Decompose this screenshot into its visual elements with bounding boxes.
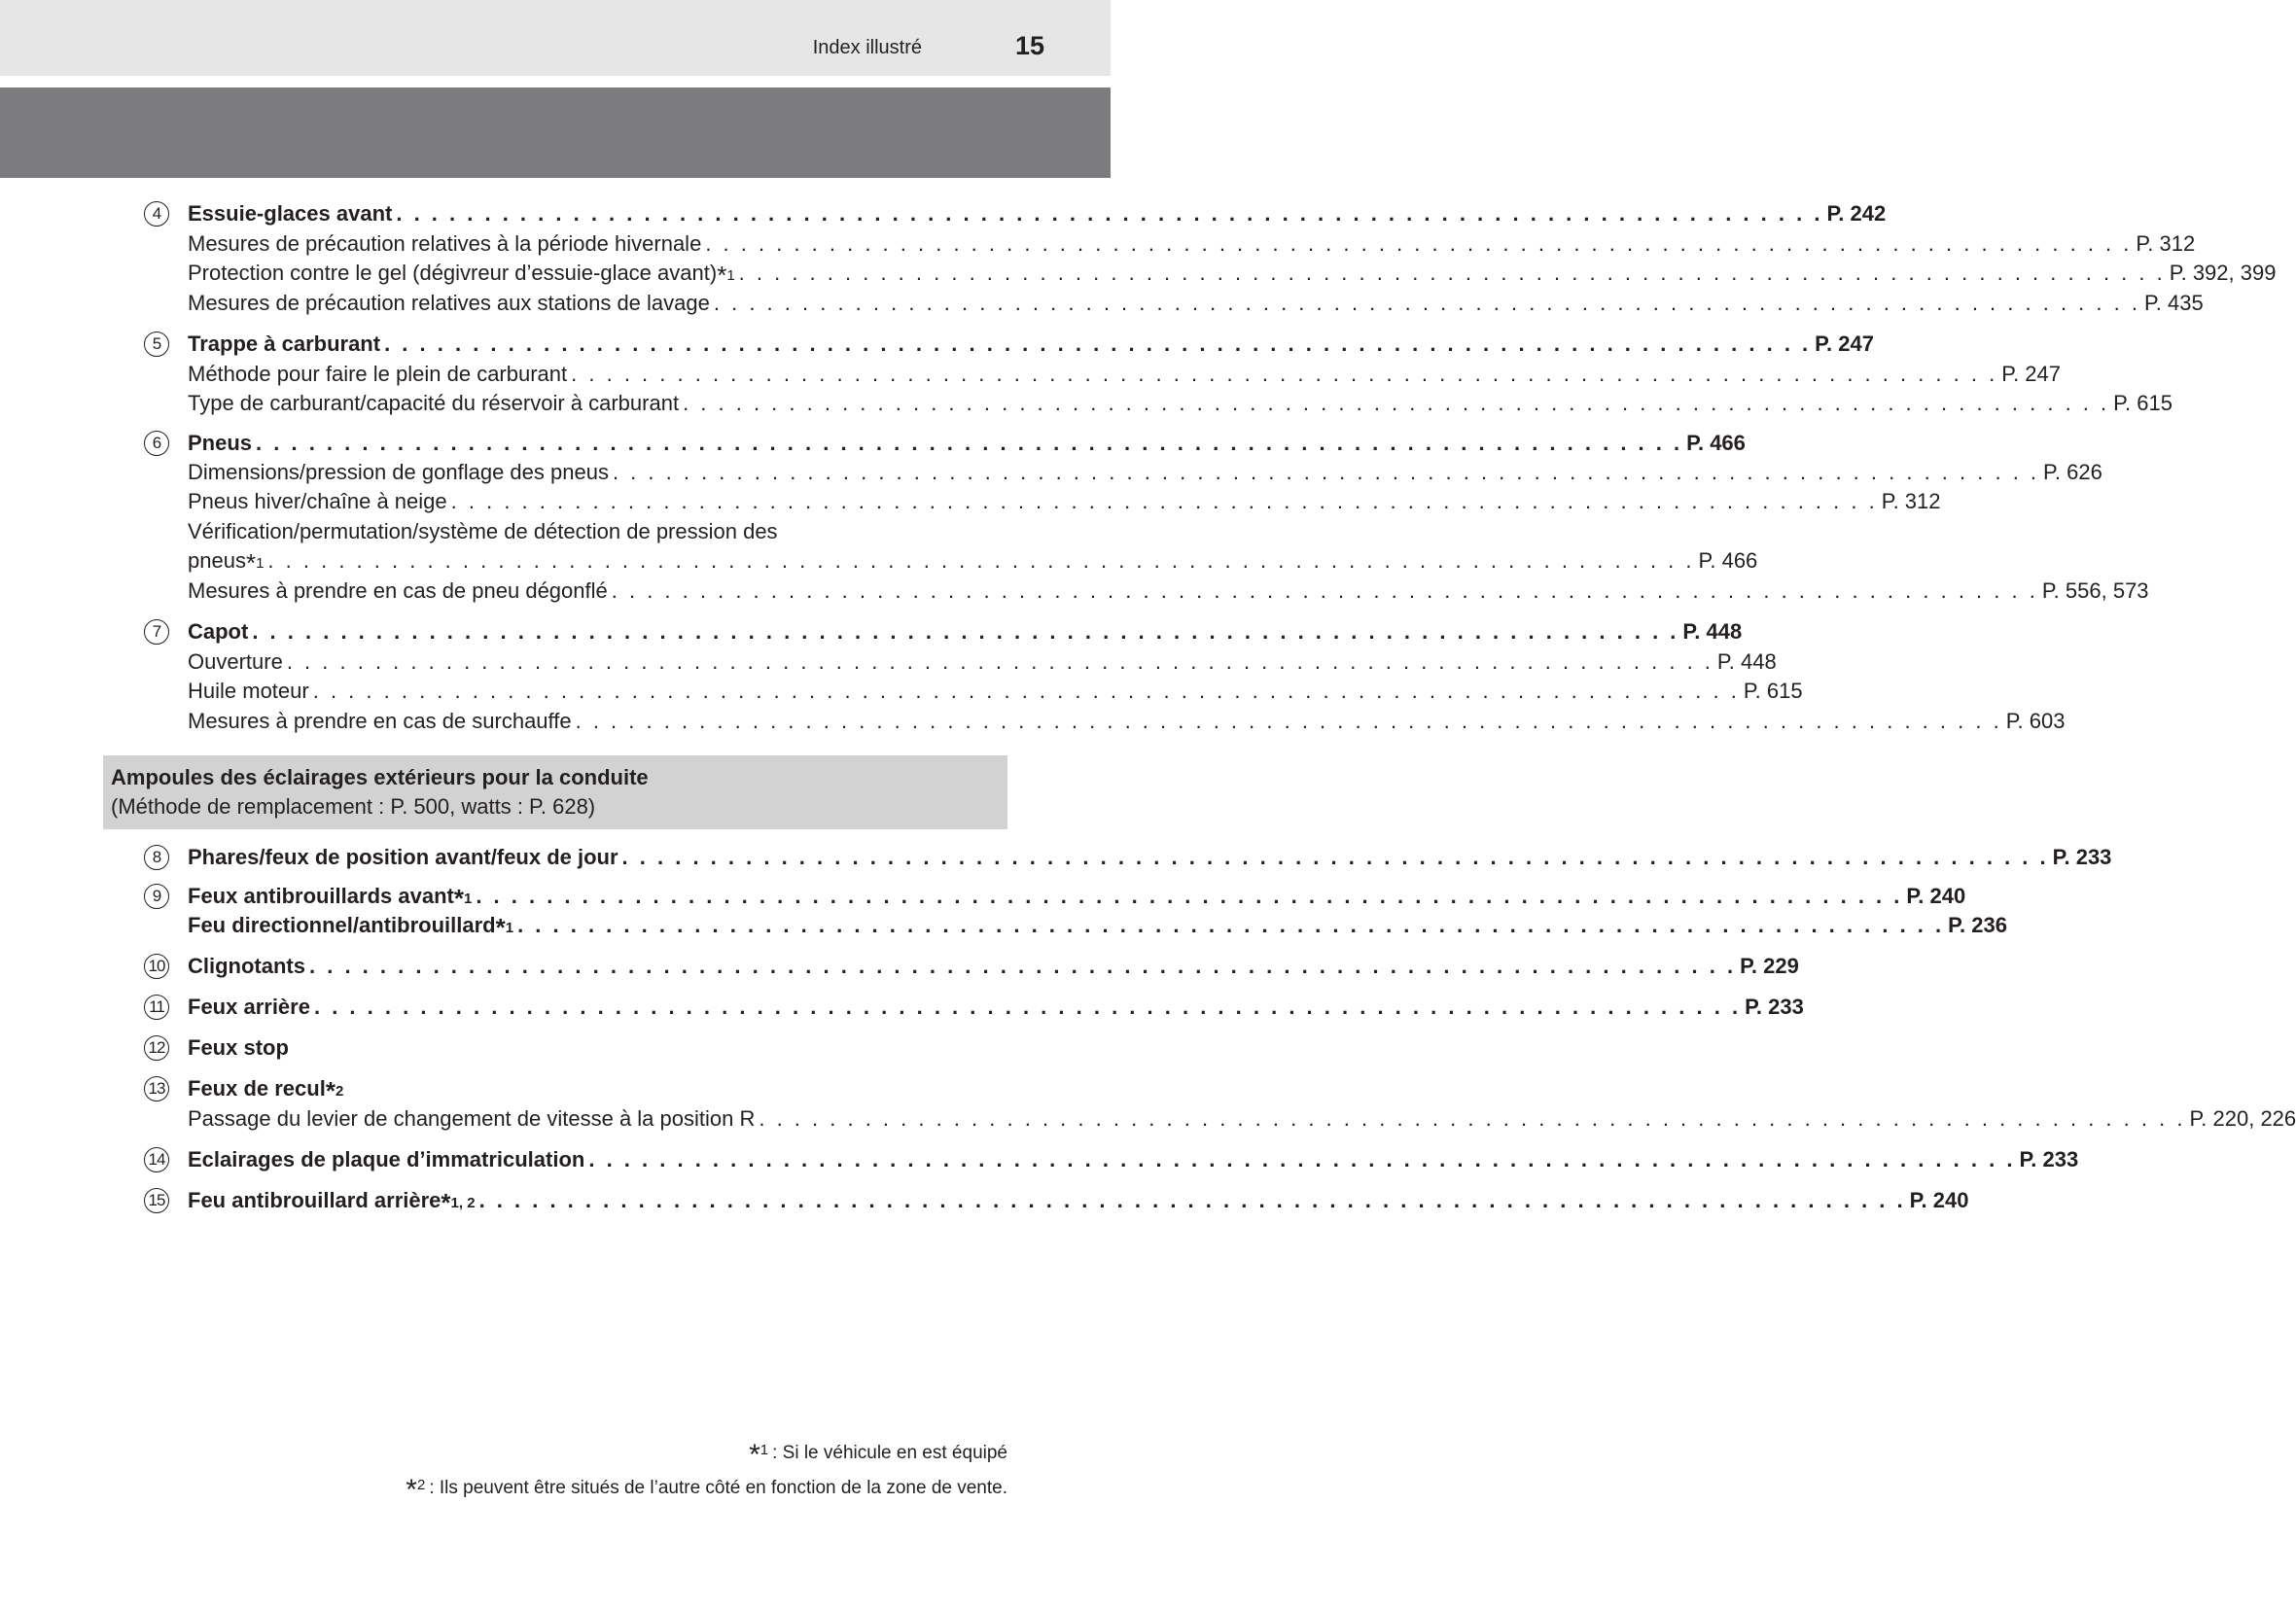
page-reference: P. 236 [1948,913,2007,937]
index-subentry [188,911,2007,942]
index-entry [188,1145,2079,1174]
dot-leader: . . . . . . . . . . . . . . . . . . . . . . . . . . . . . . . . . . . . . . . . . . . . . . . . . . . . . . . . . . . . . . . . . . . . . . . . . . . . . . . . . [683,391,2110,415]
dot-leader: . . . . . . . . . . . . . . . . . . . . . . . . . . . . . . . . . . . . . . . . . . . . . . . . . . . . . . . . . . . . . . . . . . . . . . . . . . . . . . . . . [571,362,1998,386]
entry-label: Protection contre le gel (dégivreur d’essuie-glace avant) [188,261,718,285]
index-entry [188,1186,1969,1217]
footnote-2 [406,1474,1007,1507]
dot-leader: . . . . . . . . . . . . . . . . . . . . . . . . . . . . . . . . . . . . . . . . . . . . . . . . . . . . . . . . . . . . . . . . . . . . . . . . . . . . . . . . . [384,332,1812,356]
page-reference: P. 615 [1743,679,1803,703]
index-subentry [188,458,2102,487]
footnote-ref-number: 2 [335,1083,344,1100]
page-number: 15 [1014,31,1044,60]
index-subentry [188,289,2204,318]
page-reference: P. 229 [1740,954,1799,978]
circled-number: 6 [144,431,169,456]
index-subentry [188,647,1777,677]
footnote-ref [245,548,265,577]
entry-label: Pneus [188,431,253,455]
asterisk-icon: * [441,1188,451,1217]
index-entry [188,617,1743,647]
dot-leader: . . . . . . . . . . . . . . . . . . . . . . . . . . . . . . . . . . . . . . . . . . . . . . . . . . . . . . . . . . . . . . . . . . . . . . . . . . . . . . . . . [252,619,1679,644]
page-reference: P. 240 [1906,884,1966,908]
section-box [103,755,1007,829]
page-reference: P. 247 [1815,332,1874,356]
page-reference: P. 233 [2052,845,2112,869]
footnote-ref [441,1188,476,1217]
entry-label: Feux stop [188,1035,289,1060]
index-subentry [188,517,961,546]
entry-label: Mesures à prendre en cas de surchauffe [188,709,572,733]
header-title: Index illustré [812,37,922,58]
index-subentry [188,487,1941,516]
circled-number: 11 [144,995,169,1020]
entry-label: Eclairages de plaque d’immatriculation [188,1147,585,1171]
dot-leader: . . . . . . . . . . . . . . . . . . . . . . . . . . . . . . . . . . . . . . . . . . . . . . . . . . . . . . . . . . . . . . . . . . . . . . . . . . . . . . . . . [517,913,1945,937]
entry-label: Feux arrière [188,995,310,1019]
footnote-mark: 2 [416,1477,426,1493]
header-gray-bar [0,87,1111,178]
dot-leader: . . . . . . . . . . . . . . . . . . . . . . . . . . . . . . . . . . . . . . . . . . . . . . . . . . . . . . . . . . . . . . . . . . . . . . . . . . . . . . . . . [738,261,2166,285]
circled-number: 15 [144,1188,169,1213]
entry-label: Feux antibrouillards avant [188,884,454,908]
page-reference: P. 556, 573 [2041,578,2149,603]
page-reference: P. 220, 226 [2189,1106,2296,1131]
footnote-1 [749,1439,1007,1472]
dot-leader: . . . . . . . . . . . . . . . . . . . . . . . . . . . . . . . . . . . . . . . . . . . . . . . . . . . . . . . . . . . . . . . . . . . . . . . . . . . . . . . . . [621,845,2049,869]
entry-label: pneus [188,548,246,573]
footnote-ref-number: 1 [505,920,514,936]
footnote-text: : Ils peuvent être situés de l’autre côté en fonction de la zone de vente. [429,1478,1007,1498]
entry-label: Feux de recul [188,1076,326,1101]
asterisk-icon: * [406,1474,417,1506]
index-entry [188,199,1887,228]
circled-number: 5 [144,332,169,357]
index-subentry [188,360,2062,389]
page-reference: P. 233 [2019,1147,2079,1171]
asterisk-icon: * [325,1076,336,1105]
asterisk-icon: * [749,1439,760,1471]
footnote-ref [717,261,735,290]
index-subentry [188,677,1803,706]
page-reference: P. 242 [1826,201,1887,226]
circled-number: 10 [144,954,169,979]
entry-label: Huile moteur [188,679,309,703]
dot-leader: . . . . . . . . . . . . . . . . . . . . . . . . . . . . . . . . . . . . . . . . . . . . . . . . . . . . . . . . . . . . . . . . . . . . . . . . . . . . . . . . . [256,431,1683,455]
circled-number: 8 [144,845,169,870]
footnote-mark: 1 [759,1442,769,1458]
page-reference: P. 466 [1698,548,1758,573]
circled-number: 13 [144,1076,169,1101]
dot-leader: . . . . . . . . . . . . . . . . . . . . . . . . . . . . . . . . . . . . . . . . . . . . . . . . . . . . . . . . . . . . . . . . . . . . . . . . . . . . . . . . . [396,201,1823,226]
section-title: Ampoules des éclairages extérieurs pour la conduite [111,765,649,789]
page-reference: P. 312 [1881,489,1941,513]
asterisk-icon: * [245,548,257,577]
footnote-ref-number: 1 [726,267,735,284]
page-reference: P. 312 [2136,231,2196,256]
footnote-ref-number: 1, 2 [450,1195,476,1211]
asterisk-icon: * [453,884,464,913]
circled-number: 7 [144,619,169,645]
index-subentry [188,577,2149,606]
entry-label: Clignotants [188,954,305,978]
index-entry [188,429,1746,458]
index-subentry [188,229,2196,259]
index-entry [188,993,1804,1022]
footnote-ref-number: 1 [256,555,265,572]
page-reference: P. 603 [2005,709,2066,733]
footnote-ref-number: 1 [463,891,473,907]
dot-leader: . . . . . . . . . . . . . . . . . . . . . . . . . . . . . . . . . . . . . . . . . . . . . . . . . . . . . . . . . . . . . . . . . . . . . . . . . . . . . . . . . [309,954,1737,978]
circled-number: 12 [144,1035,169,1061]
page-reference: P. 435 [2143,291,2204,315]
dot-leader: . . . . . . . . . . . . . . . . . . . . . . . . . . . . . . . . . . . . . . . . . . . . . . . . . . . . . . . . . . . . . . . . . . . . . . . . . . . . . . . . . [267,548,1695,573]
dot-leader: . . . . . . . . . . . . . . . . . . . . . . . . . . . . . . . . . . . . . . . . . . . . . . . . . . . . . . . . . . . . . . . . . . . . . . . . . . . . . . . . . [575,709,2002,733]
entry-label: Type de carburant/capacité du réservoir à carburant [188,391,680,415]
entry-label: Ouverture [188,649,283,674]
asterisk-icon: * [717,261,727,290]
index-entry [188,1033,961,1063]
dot-leader: . . . . . . . . . . . . . . . . . . . . . . . . . . . . . . . . . . . . . . . . . . . . . . . . . . . . . . . . . . . . . . . . . . . . . . . . . . . . . . . . . [705,231,2133,256]
page-reference: P. 448 [1716,649,1777,674]
footnote-ref [453,884,473,913]
dot-leader: . . . . . . . . . . . . . . . . . . . . . . . . . . . . . . . . . . . . . . . . . . . . . . . . . . . . . . . . . . . . . . . . . . . . . . . . . . . . . . . . . [450,489,1878,513]
page-reference: P. 233 [1745,995,1804,1019]
dot-leader: . . . . . . . . . . . . . . . . . . . . . . . . . . . . . . . . . . . . . . . . . . . . . . . . . . . . . . . . . . . . . . . . . . . . . . . . . . . . . . . . . [713,291,2140,315]
circled-number: 4 [144,201,169,227]
dot-leader: . . . . . . . . . . . . . . . . . . . . . . . . . . . . . . . . . . . . . . . . . . . . . . . . . . . . . . . . . . . . . . . . . . . . . . . . . . . . . . . . . [313,995,1742,1019]
index-subentry [188,259,2277,290]
entry-label: Essuie-glaces avant [188,201,393,226]
index-entry [188,882,1966,913]
footnote-ref [495,913,514,942]
dot-leader: . . . . . . . . . . . . . . . . . . . . . . . . . . . . . . . . . . . . . . . . . . . . . . . . . . . . . . . . . . . . . . . . . . . . . . . . . . . . . . . . . [611,578,2038,603]
index-entry [188,952,1799,981]
circled-number: 14 [144,1147,169,1172]
asterisk-icon: * [495,913,506,942]
entry-label: Feu antibrouillard arrière [188,1188,442,1212]
header-band [0,0,1111,76]
page-reference: P. 392, 399 [2169,261,2277,285]
dot-leader: . . . . . . . . . . . . . . . . . . . . . . . . . . . . . . . . . . . . . . . . . . . . . . . . . . . . . . . . . . . . . . . . . . . . . . . . . . . . . . . . . [588,1147,2016,1171]
dot-leader: . . . . . . . . . . . . . . . . . . . . . . . . . . . . . . . . . . . . . . . . . . . . . . . . . . . . . . . . . . . . . . . . . . . . . . . . . . . . . . . . . [312,679,1740,703]
circled-number: 9 [144,884,169,909]
dot-leader: . . . . . . . . . . . . . . . . . . . . . . . . . . . . . . . . . . . . . . . . . . . . . . . . . . . . . . . . . . . . . . . . . . . . . . . . . . . . . . . . . [759,1106,2186,1131]
index-entry [188,330,1874,359]
entry-label: Feu directionnel/antibrouillard [188,913,496,937]
page-reference: P. 466 [1686,431,1746,455]
index-entry [188,843,2112,872]
index-entry [188,1074,961,1103]
entry-label: Mesures de précaution relatives à la période hivernale [188,231,702,256]
page-reference: P. 626 [2043,460,2102,484]
entry-label: Pneus hiver/chaîne à neige [188,489,447,513]
footnote-text: : Si le véhicule en est équipé [772,1443,1007,1463]
entry-label: Méthode pour faire le plein de carburant [188,362,568,386]
index-subentry [188,389,2172,418]
dot-leader: . . . . . . . . . . . . . . . . . . . . . . . . . . . . . . . . . . . . . . . . . . . . . . . . . . . . . . . . . . . . . . . . . . . . . . . . . . . . . . . . . [476,884,1903,908]
footnote-ref [325,1076,344,1105]
section-subtitle: (Méthode de remplacement : P. 500, watts : P. 628) [111,794,596,819]
entry-label: Mesures de précaution relatives aux stations de lavage [188,291,710,315]
index-subentry [188,1104,2296,1134]
index-subentry [188,546,1758,577]
dot-leader: . . . . . . . . . . . . . . . . . . . . . . . . . . . . . . . . . . . . . . . . . . . . . . . . . . . . . . . . . . . . . . . . . . . . . . . . . . . . . . . . . [286,649,1713,674]
page-reference: P. 240 [1909,1188,1969,1212]
entry-label: Vérification/permutation/système de détection de pression des [188,519,778,543]
entry-label: Passage du levier de changement de vitesse à la position R [188,1106,756,1131]
entry-label: Phares/feux de position avant/feux de jour [188,845,618,869]
page-reference: P. 448 [1682,619,1743,644]
entry-label: Mesures à prendre en cas de pneu dégonflé [188,578,608,603]
entry-label: Dimensions/pression de gonflage des pneus [188,460,609,484]
page-reference: P. 615 [2113,391,2172,415]
dot-leader: . . . . . . . . . . . . . . . . . . . . . . . . . . . . . . . . . . . . . . . . . . . . . . . . . . . . . . . . . . . . . . . . . . . . . . . . . . . . . . . . . [478,1188,1906,1212]
entry-label: Capot [188,619,249,644]
entry-label: Trappe à carburant [188,332,381,356]
dot-leader: . . . . . . . . . . . . . . . . . . . . . . . . . . . . . . . . . . . . . . . . . . . . . . . . . . . . . . . . . . . . . . . . . . . . . . . . . . . . . . . . . [612,460,2040,484]
page-reference: P. 247 [2001,362,2062,386]
index-subentry [188,707,2066,736]
